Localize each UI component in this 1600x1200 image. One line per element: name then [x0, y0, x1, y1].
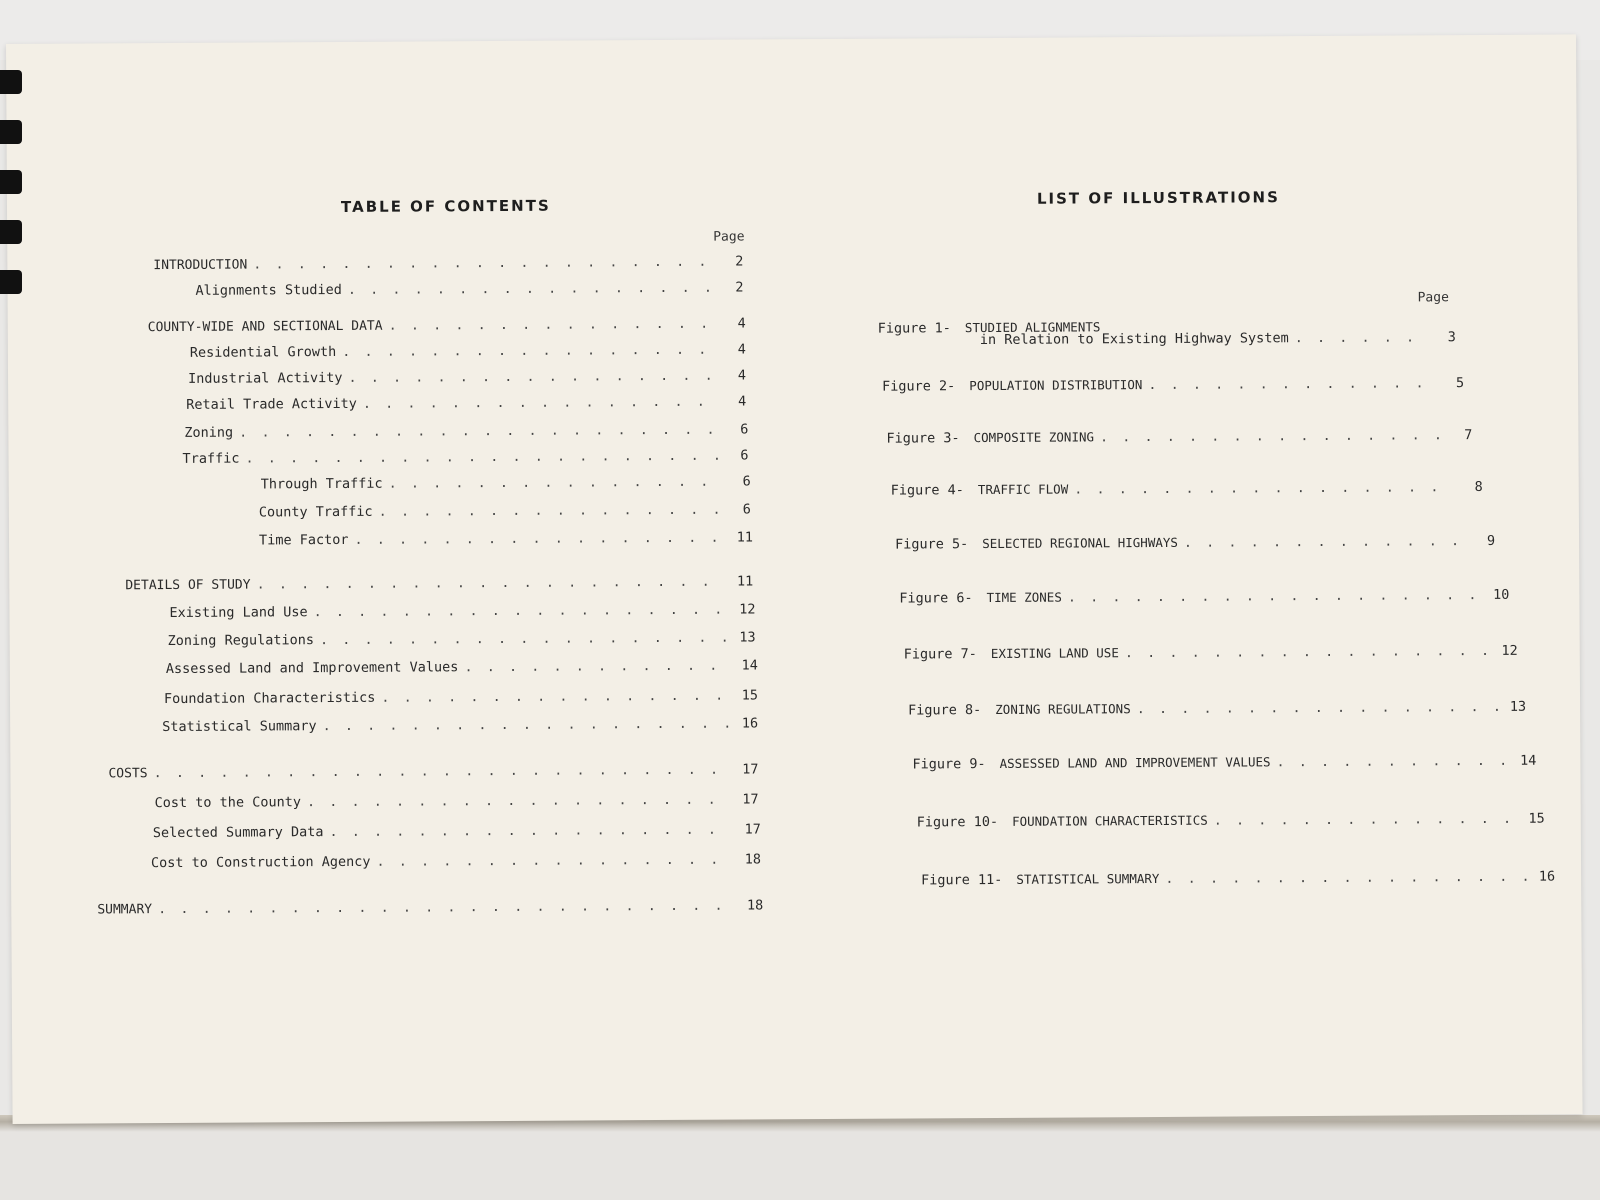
figure-entry: Figure 2- POPULATION DISTRIBUTION . . . 5 [882, 375, 1464, 395]
figure-entry: Figure 3- COMPOSITE ZONING . . . 7 [886, 427, 1472, 447]
figure-entry: Figure 5- SELECTED REGIONAL HIGHWAYS . . . 9 [895, 533, 1495, 553]
toc-entry: Assessed Land and Improvement Values . . . 14 [166, 657, 758, 677]
toc-entry: Existing Land Use . . . 12 [169, 601, 755, 621]
toc-entry: Zoning . . . 6 [184, 421, 748, 440]
loi-heading: LIST OF ILLUSTRATIONS [1036, 188, 1280, 208]
toc-entry: Cost to Construction Agency . . . 18 [151, 851, 761, 871]
toc-entry: Selected Summary Data . . . 17 [153, 821, 761, 841]
toc-entry: COSTS . . . 17 [108, 761, 758, 781]
toc-entry: INTRODUCTION . . . 2 [153, 254, 743, 274]
toc-entry: Alignments Studied . . . 2 [195, 279, 743, 298]
toc-entry: Statistical Summary . . . 16 [162, 715, 758, 735]
toc-entry: County Traffic . . . 6 [259, 501, 751, 520]
toc-page-label: Page [713, 229, 745, 245]
figure-entry-continued: in Relation to Existing Highway System . . . 3 [980, 329, 1456, 348]
toc-entry: Residential Growth . . . 4 [190, 341, 746, 360]
binding-ring [0, 120, 22, 144]
toc-entry: COUNTY-WIDE AND SECTIONAL DATA . . . 4 [148, 315, 746, 335]
figure-entry: Figure 7- EXISTING LAND USE . . . 12 [904, 643, 1518, 663]
toc-heading: TABLE OF CONTENTS [340, 196, 551, 216]
loi-page-label: Page [1417, 290, 1449, 306]
binding-ring [0, 270, 22, 294]
toc-entry: Time Factor . . . 11 [259, 529, 753, 548]
figure-entry: Figure 11- STATISTICAL SUMMARY . . . 16 [921, 869, 1555, 889]
binding-ring [0, 170, 22, 194]
figure-entry: Figure 8- ZONING REGULATIONS . . . 13 [908, 699, 1526, 719]
toc-entry: DETAILS OF STUDY . . . 11 [125, 573, 753, 593]
toc-entry: Retail Trade Activity . . . 4 [186, 393, 746, 412]
toc-entry: Traffic . . . 6 [182, 447, 748, 466]
spiral-binding [0, 70, 24, 310]
toc-entry: Zoning Regulations . . . 13 [168, 629, 756, 649]
toc-entry: Foundation Characteristics . . . 15 [164, 687, 758, 707]
figure-entry: Figure 10- FOUNDATION CHARACTERISTICS . . . 15 [917, 811, 1545, 831]
figure-entry: Figure 1- STUDIED ALIGNMENTS [877, 319, 1101, 337]
toc-entry: Industrial Activity . . . 4 [188, 367, 746, 386]
toc-entry: SUMMARY . . . 18 [97, 897, 763, 917]
paper-stack-edge [0, 1115, 1600, 1200]
figure-entry: Figure 4- TRAFFIC FLOW . . . 8 [891, 479, 1483, 499]
toc-entry: Through Traffic . . . 6 [261, 473, 751, 492]
toc-entry: Cost to the County . . . 17 [155, 791, 759, 811]
binding-ring [0, 220, 22, 244]
figure-entry: Figure 9- ASSESSED LAND AND IMPROVEMENT VALUES . . . 14 [912, 753, 1536, 773]
binding-ring [0, 70, 22, 94]
document-page [6, 34, 1583, 1124]
figure-entry: Figure 6- TIME ZONES . . . 10 [899, 587, 1509, 607]
